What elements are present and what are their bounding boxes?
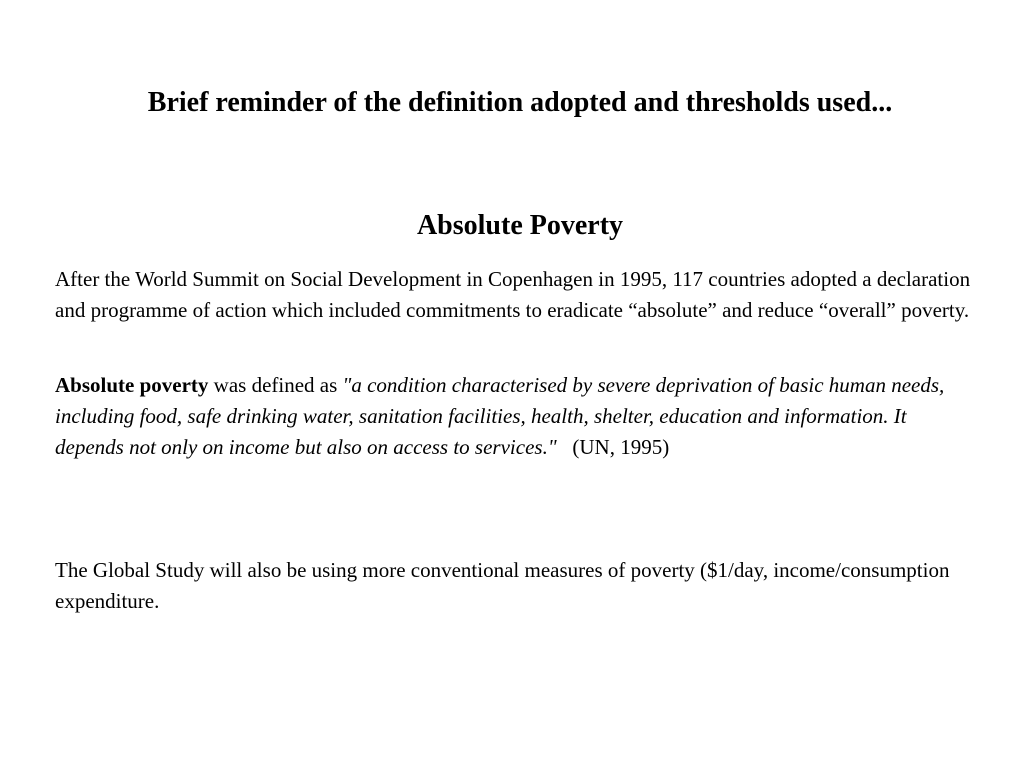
measures-paragraph: The Global Study will also be using more conventional measures of poverty ($1/day, income/consumption expenditure.	[55, 558, 950, 613]
definition-citation: (UN, 1995)	[556, 435, 670, 459]
slide-title: Brief reminder of the definition adopted and thresholds used...	[147, 87, 893, 118]
definition-quote: "a condition characterised by severe deprivation of basic human needs, including food, safe drinking water, sanitation facilities, health, shelter, education and information. It depends not only on income but also on access to services."	[55, 373, 945, 459]
section-heading: Absolute Poverty	[416, 210, 624, 241]
intro-paragraph: After the World Summit on Social Development in Copenhagen in 1995, 117 countries adopted a declaration and programme of action which included commitments to eradicate “absolute” and reduce “overall” poverty.	[55, 267, 971, 322]
definition-term: Absolute poverty	[55, 373, 209, 397]
definition-paragraph	[55, 370, 980, 463]
definition-connector: was defined as	[208, 373, 343, 397]
